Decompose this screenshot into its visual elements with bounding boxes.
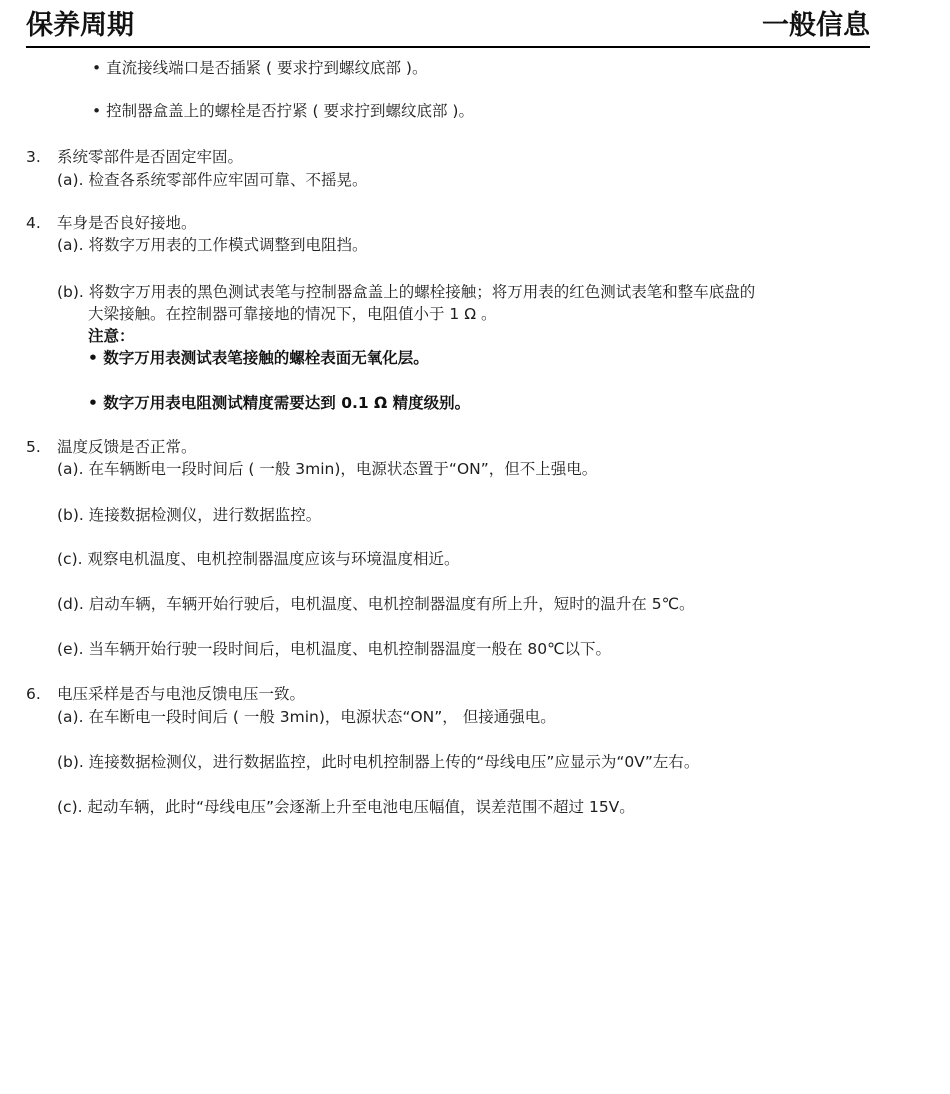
section-4-title: 车身是否良好接地。 <box>57 214 197 232</box>
section-6-number: 6. <box>26 685 41 703</box>
page-header <box>26 8 870 48</box>
section-6-title: 电压采样是否与电池反馈电压一致。 <box>57 685 306 703</box>
step-5b: (b). 连接数据检测仪，进行数据监控。 <box>57 506 322 524</box>
header-chapter-title: 一般信息 <box>762 10 870 41</box>
section-6-heading <box>26 684 305 704</box>
step-5c: (c). 观察电机温度、电机控制器温度应该与环境温度相近。 <box>57 550 460 568</box>
step-6a: (a). 在车断电一段时间后 ( 一般 3min)，电源状态“ON”， 但接通强电。 <box>57 708 556 726</box>
step-4b: (b). 将数字万用表的黑色测试表笔与控制器盒盖上的螺栓接触；将万用表的红色测试表笔和整车底盘的 <box>57 283 756 301</box>
step-4b-continued: 大梁接触。在控制器可靠接地的情况下，电阻值小于 1 Ω 。 <box>88 305 497 323</box>
section-5-title: 温度反馈是否正常。 <box>57 438 197 456</box>
header-section-title: 保养周期 <box>26 10 134 41</box>
step-6b: (b). 连接数据检测仪，进行数据监控，此时电机控制器上传的“母线电压”应显示为“0V”左右。 <box>57 753 700 771</box>
step-3a: (a). 检查各系统零部件应牢固可靠、不摇晃。 <box>57 171 368 189</box>
section-5-heading <box>26 437 197 457</box>
step-4a: (a). 将数字万用表的工作模式调整到电阻挡。 <box>57 236 368 254</box>
note-bullet-1: • 数字万用表测试表笔接触的螺栓表面无氧化层。 <box>88 349 429 367</box>
step-5a: (a). 在车辆断电一段时间后 ( 一般 3min)，电源状态置于“ON”，但不上强电。 <box>57 460 598 478</box>
section-4-heading <box>26 213 197 233</box>
step-5d: (d). 启动车辆，车辆开始行驶后，电机温度、电机控制器温度有所上升，短时的温升在 5℃。 <box>57 595 695 613</box>
section-3-number: 3. <box>26 148 41 166</box>
section-3-heading <box>26 147 243 167</box>
section-3-title: 系统零部件是否固定牢固。 <box>57 148 244 166</box>
bullet-controller-bolt: • 控制器盒盖上的螺栓是否拧紧 ( 要求拧到螺纹底部 )。 <box>92 102 474 120</box>
step-6c: (c). 起动车辆，此时“母线电压”会逐渐上升至电池电压幅值，误差范围不超过 15V。 <box>57 798 635 816</box>
note-label: 注意： <box>88 327 135 345</box>
step-5e: (e). 当车辆开始行驶一段时间后，电机温度、电机控制器温度一般在 80℃以下。 <box>57 640 612 658</box>
bullet-dc-port: • 直流接线端口是否插紧 ( 要求拧到螺纹底部 )。 <box>92 59 428 77</box>
section-5-number: 5. <box>26 438 41 456</box>
section-4-number: 4. <box>26 214 41 232</box>
note-bullet-2: • 数字万用表电阻测试精度需要达到 0.1 Ω 精度级别。 <box>88 394 471 412</box>
